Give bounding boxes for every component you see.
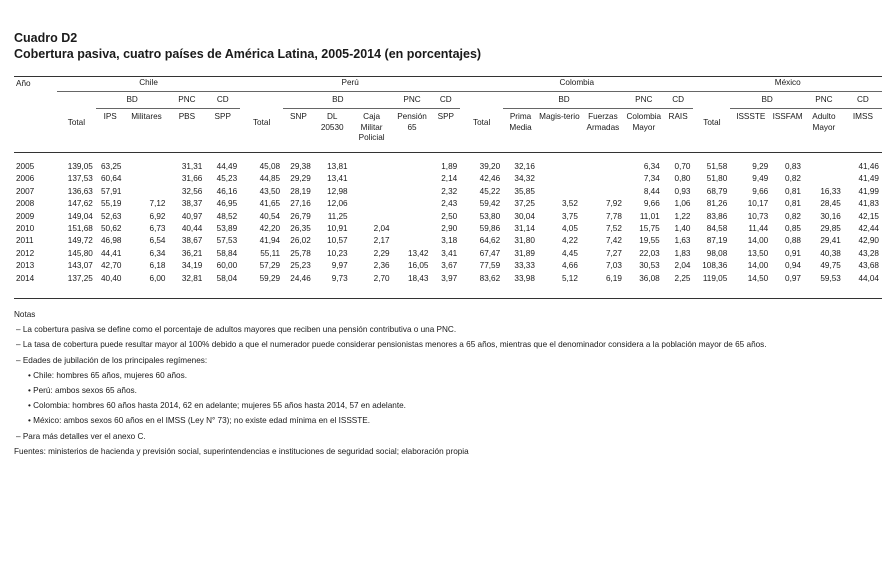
- table-cell: 0,70: [674, 162, 691, 171]
- table-cell: 3,52: [561, 199, 578, 209]
- table-row: [14, 153, 882, 175]
- table-cell: 8,44: [643, 186, 660, 196]
- table-cell: 46,95: [216, 199, 238, 209]
- peru-bd-header: BD: [283, 92, 392, 109]
- mexico-total-header: Total: [703, 118, 721, 128]
- table-cell: 1,63: [674, 236, 691, 246]
- table-cell: 57,29: [259, 261, 281, 271]
- sub-header: Magis-terio: [539, 112, 580, 121]
- table-cell: 59,86: [479, 223, 501, 233]
- mexico-pnc-header: PNC: [804, 92, 844, 109]
- table-cell: 143,07: [67, 261, 93, 271]
- sub-header: ISSFAM: [772, 112, 803, 121]
- table-cell: 44,41: [100, 248, 122, 258]
- table-cell: 98,08: [706, 248, 728, 258]
- chile-cd-header: CD: [205, 92, 240, 109]
- year-cell: 2010: [16, 223, 35, 233]
- sub-header: Pensión 65: [397, 112, 427, 132]
- table-cell: 3,41: [441, 248, 458, 258]
- table-cell: 58,04: [216, 273, 238, 283]
- table-cell: 33,33: [514, 261, 535, 271]
- table-cell: 2,32: [441, 186, 458, 196]
- chile-bd-header: BD: [96, 92, 169, 109]
- table-cell: 2,04: [373, 223, 390, 233]
- table-cell: [804, 174, 844, 186]
- table-row: [14, 261, 882, 273]
- table-cell: 32,81: [181, 273, 203, 283]
- table-cell: 28,19: [290, 186, 311, 196]
- table-cell: 16,05: [407, 261, 429, 271]
- table-cell: 0,88: [785, 236, 801, 246]
- table-cell: 10,91: [327, 223, 348, 233]
- table-cell: 53,89: [216, 223, 238, 233]
- table-cell: 39,20: [479, 162, 501, 171]
- table-cell: 33,98: [514, 273, 535, 283]
- table-cell: 57,91: [100, 186, 122, 196]
- table-cell: 59,53: [820, 273, 841, 283]
- table-cell: 0,82: [785, 174, 801, 184]
- table-cell: 26,79: [290, 211, 311, 221]
- table-cell: [581, 187, 625, 199]
- notes-section: [14, 307, 882, 459]
- table-cell: 53,80: [479, 211, 501, 221]
- table-cell: [581, 174, 625, 186]
- table-cell: 9,66: [752, 186, 769, 196]
- sub-header: SPP: [214, 112, 231, 121]
- colombia-total-header: Total: [473, 118, 491, 128]
- table-cell: 7,52: [605, 223, 622, 233]
- table-cell: [393, 224, 432, 236]
- table-cell: 30,16: [820, 211, 841, 221]
- table-cell: 67,47: [479, 248, 501, 258]
- table-cell: 40,54: [259, 211, 281, 221]
- table-cell: [538, 174, 581, 186]
- table-cell: 0,97: [785, 273, 801, 283]
- table-cell: [581, 153, 625, 175]
- note-bullet: • Perú: ambos sexos 65 años.: [28, 385, 137, 395]
- table-cell: 44,85: [259, 174, 281, 184]
- colombia-bd-header: BD: [503, 92, 625, 109]
- table-cell: [393, 212, 432, 224]
- table-cell: 43,50: [259, 186, 281, 196]
- note-bullet: • Chile: hombres 65 años, mujeres 60 años.: [28, 370, 187, 380]
- table-cell: 137,53: [67, 174, 93, 184]
- table-label: Cuadro D2: [14, 31, 78, 45]
- table-cell: [351, 187, 393, 199]
- table-cell: [393, 199, 432, 211]
- table-cell: 42,15: [858, 211, 879, 221]
- table-row: [14, 187, 882, 199]
- chile-total-header: Total: [67, 118, 86, 128]
- table-cell: 68,79: [706, 186, 728, 196]
- note-item: – La tasa de cobertura puede resultar mayor al 100% debido a que el numerador puede considerar pensionistas menores a 65 años, mientras que el denominador considera a la población mayor de 65 años.: [16, 340, 767, 350]
- table-cell: 35,85: [514, 186, 535, 196]
- table-cell: 11,25: [327, 211, 348, 221]
- table-cell: 10,73: [747, 211, 769, 221]
- table-cell: 42,90: [858, 236, 879, 246]
- note-item: – Edades de jubilación de los principales regímenes:: [16, 355, 208, 365]
- table-cell: [393, 153, 432, 175]
- sub-header: PBS: [178, 112, 196, 121]
- table-cell: 28,45: [820, 199, 841, 209]
- notes-title: Notas: [14, 309, 36, 319]
- country-colombia: Colombia: [460, 77, 693, 92]
- table-cell: 145,80: [67, 248, 93, 258]
- note-item: – La cobertura pasiva se define como el porcentaje de adultos mayores que reciben una pensión contributiva o una PNC.: [16, 325, 457, 335]
- table-cell: 31,31: [181, 162, 203, 171]
- table-cell: 40,40: [100, 273, 122, 283]
- table-cell: 42,70: [100, 261, 122, 271]
- table-cell: 7,12: [149, 199, 166, 209]
- table-cell: 0,85: [785, 223, 801, 233]
- table-cell: 4,22: [561, 236, 578, 246]
- table-cell: 22,03: [639, 248, 660, 258]
- table-cell: 6,34: [149, 248, 166, 258]
- table-cell: 11,01: [639, 211, 660, 221]
- table-cell: [538, 187, 581, 199]
- table-cell: 44,49: [216, 162, 238, 171]
- table-cell: 0,81: [785, 199, 801, 209]
- sources: Fuentes: ministerios de hacienda y previsión social, superintendencias e instituciones de seguridad social; elaboración propia: [14, 446, 469, 456]
- table-cell: 149,72: [67, 236, 93, 246]
- sub-header: Militares: [131, 112, 162, 121]
- table-cell: 55,19: [100, 199, 122, 209]
- table-cell: 38,67: [181, 236, 203, 246]
- table-cell: 45,22: [479, 186, 501, 196]
- table-cell: 10,57: [327, 236, 348, 246]
- table-cell: 60,00: [216, 261, 238, 271]
- table-cell: 4,66: [561, 261, 578, 271]
- colombia-pnc-header: PNC: [625, 92, 663, 109]
- year-cell: 2009: [16, 211, 35, 221]
- year-cell: 2007: [16, 186, 35, 196]
- table-cell: 13,50: [747, 248, 769, 258]
- table-cell: 16,33: [820, 186, 841, 196]
- table-cell: 41,46: [858, 162, 879, 171]
- table-cell: 34,19: [181, 261, 203, 271]
- table-cell: 87,19: [706, 236, 728, 246]
- table-cell: 0,93: [674, 186, 691, 196]
- table-cell: 46,98: [100, 236, 122, 246]
- table-cell: 25,23: [290, 261, 311, 271]
- table-cell: 14,50: [747, 273, 769, 283]
- table-cell: 45,08: [259, 162, 281, 171]
- table-cell: 12,98: [327, 186, 348, 196]
- table-cell: 119,05: [702, 273, 728, 283]
- table-cell: 59,42: [479, 199, 501, 209]
- table-cell: 6,73: [149, 223, 166, 233]
- year-cell: 2013: [16, 261, 35, 271]
- table-cell: 36,21: [181, 248, 203, 258]
- table-cell: 6,18: [149, 261, 166, 271]
- table-title: Cobertura pasiva, cuatro países de América Latina, 2005-2014 (en porcentajes): [14, 47, 482, 61]
- table-cell: 42,20: [259, 223, 281, 233]
- coverage-table: [14, 76, 882, 299]
- table-cell: 6,92: [149, 211, 166, 221]
- table-cell: 46,16: [216, 186, 238, 196]
- table-cell: 0,81: [785, 186, 801, 196]
- table-cell: 55,11: [260, 248, 281, 258]
- table-cell: 108,36: [702, 261, 728, 271]
- table-cell: 149,04: [67, 211, 93, 221]
- table-cell: 3,97: [441, 273, 458, 283]
- table-cell: 43,28: [858, 248, 879, 258]
- table-cell: 32,56: [181, 186, 203, 196]
- table-cell: 25,78: [290, 248, 311, 258]
- year-cell: 2012: [16, 248, 35, 258]
- table-cell: 13,41: [327, 174, 348, 184]
- sub-header: SNP: [290, 112, 307, 121]
- table-cell: 12,06: [327, 199, 348, 209]
- table-cell: 9,73: [331, 273, 348, 283]
- table-cell: 26,02: [290, 236, 311, 246]
- table-row: [14, 236, 882, 248]
- table-cell: 9,97: [331, 261, 348, 271]
- table-cell: 3,67: [441, 261, 458, 271]
- table-cell: [393, 236, 432, 248]
- table-cell: 6,54: [149, 236, 166, 246]
- table-cell: 9,49: [752, 174, 769, 184]
- table-cell: 7,42: [605, 236, 622, 246]
- table-cell: [804, 153, 844, 175]
- table-cell: 41,99: [858, 186, 879, 196]
- table-cell: 49,75: [820, 261, 841, 271]
- table-cell: 29,38: [290, 162, 311, 171]
- table-cell: [351, 174, 393, 186]
- sub-header: RAIS: [668, 112, 688, 121]
- table-cell: 0,82: [785, 211, 801, 221]
- year-cell: 2011: [16, 236, 34, 246]
- year-cell: 2014: [16, 273, 35, 283]
- country-mexico: México: [693, 77, 882, 92]
- table-cell: 77,59: [479, 261, 501, 271]
- table-cell: 1,83: [674, 248, 691, 258]
- table-row: [14, 274, 882, 299]
- table-cell: 1,40: [674, 223, 691, 233]
- table-row: [14, 212, 882, 224]
- table-cell: 1,06: [674, 199, 691, 209]
- mexico-bd-header: BD: [730, 92, 804, 109]
- table-cell: 6,34: [643, 162, 660, 171]
- country-chile: Chile: [57, 77, 240, 92]
- table-cell: 83,62: [479, 273, 501, 283]
- table-cell: 48,52: [216, 211, 238, 221]
- table-cell: 50,62: [100, 223, 122, 233]
- table-cell: 4,45: [561, 248, 578, 258]
- chile-pnc-header: PNC: [168, 92, 205, 109]
- table-cell: 5,12: [561, 273, 578, 283]
- table-cell: 83,86: [706, 211, 728, 221]
- table-cell: 31,80: [514, 236, 535, 246]
- table-cell: 139,05: [67, 162, 93, 171]
- table-cell: 31,89: [514, 248, 535, 258]
- table-cell: 9,29: [752, 162, 769, 171]
- table-cell: 42,46: [479, 174, 501, 184]
- table-cell: 43,68: [858, 261, 879, 271]
- table-cell: 41,49: [858, 174, 879, 184]
- table-body: [14, 153, 882, 299]
- document: [14, 30, 882, 459]
- year-cell: 2008: [16, 199, 35, 209]
- table-cell: 38,37: [181, 199, 203, 209]
- table-cell: 10,17: [747, 199, 769, 209]
- table-cell: 30,04: [514, 211, 535, 221]
- table-cell: 41,94: [259, 236, 281, 246]
- note-bullet: • Colombia: hombres 60 años hasta 2014, 62 en adelante; mujeres 55 años hasta 2014, 57 en adelante.: [28, 401, 406, 411]
- table-row: [14, 174, 882, 186]
- table-cell: 37,25: [514, 199, 535, 209]
- sub-header: Fuerzas Armadas: [586, 112, 620, 132]
- table-cell: [351, 153, 393, 175]
- table-cell: 0,80: [674, 174, 691, 184]
- year-cell: 2006: [16, 174, 35, 184]
- table-cell: 137,25: [67, 273, 93, 283]
- table-cell: [393, 174, 432, 186]
- table-cell: 31,14: [514, 223, 535, 233]
- table-cell: 2,43: [441, 199, 458, 209]
- table-cell: 6,19: [605, 273, 622, 283]
- table-cell: 151,68: [67, 223, 93, 233]
- table-cell: 11,44: [748, 223, 769, 233]
- table-cell: 57,53: [216, 236, 238, 246]
- table-cell: 7,92: [605, 199, 622, 209]
- table-cell: 60,64: [100, 174, 122, 184]
- table-cell: 2,14: [441, 174, 458, 184]
- table-cell: [393, 187, 432, 199]
- sub-header: SPP: [437, 112, 454, 121]
- sub-header: Colombia Mayor: [626, 112, 662, 132]
- table-cell: 84,58: [706, 223, 728, 233]
- table-cell: 136,63: [67, 186, 93, 196]
- table-cell: 7,03: [605, 261, 622, 271]
- table-cell: [124, 174, 168, 186]
- table-cell: 32,16: [514, 162, 535, 171]
- table-cell: 51,58: [706, 162, 728, 171]
- table-cell: [124, 187, 168, 199]
- table-cell: 14,00: [747, 236, 769, 246]
- peru-pnc-header: PNC: [393, 92, 432, 109]
- table-cell: [351, 212, 393, 224]
- sub-header: IMSS: [852, 112, 873, 121]
- peru-total-header: Total: [252, 118, 271, 128]
- table-cell: 51,80: [706, 174, 728, 184]
- table-cell: 6,00: [149, 273, 166, 283]
- sub-header: IPS: [103, 112, 117, 121]
- peru-cd-header: CD: [431, 92, 460, 109]
- table-cell: 3,18: [441, 236, 458, 246]
- table-cell: 63,25: [100, 162, 122, 171]
- table-cell: 13,42: [407, 248, 429, 258]
- table-cell: [538, 153, 581, 175]
- colombia-cd-header: CD: [663, 92, 694, 109]
- table-cell: 0,91: [785, 248, 801, 258]
- table-cell: 19,55: [639, 236, 660, 246]
- year-cell: 2005: [16, 162, 35, 171]
- table-cell: 2,70: [373, 273, 390, 283]
- table-cell: 44,04: [858, 273, 879, 283]
- table-cell: 30,53: [639, 261, 660, 271]
- note-bullet: • México: ambos sexos 60 años en el IMSS (Ley N° 73); no existe edad mínima en el ISSSTE.: [28, 416, 370, 426]
- table-cell: 41,65: [259, 199, 281, 209]
- year-header: Año: [16, 79, 31, 88]
- table-row: [14, 199, 882, 211]
- note-item: – Para más detalles ver el anexo C.: [16, 431, 146, 441]
- table-row: [14, 224, 882, 236]
- table-cell: 42,44: [858, 223, 879, 233]
- table-cell: 34,32: [514, 174, 535, 184]
- table-cell: 13,81: [327, 162, 348, 171]
- table-cell: 7,78: [605, 211, 622, 221]
- table-cell: 26,35: [290, 223, 311, 233]
- table-cell: 2,36: [373, 261, 390, 271]
- table-cell: 29,29: [290, 174, 311, 184]
- table-cell: 58,84: [216, 248, 238, 258]
- sub-header: Adulto Mayor: [812, 112, 836, 132]
- sub-header: Caja Militar Policial: [358, 112, 385, 142]
- table-cell: 1,89: [441, 162, 458, 171]
- table-cell: [351, 199, 393, 211]
- table-cell: 1,22: [674, 211, 691, 221]
- table-row: [14, 249, 882, 261]
- table-cell: 2,90: [441, 223, 458, 233]
- sub-header: ISSSTE: [736, 112, 766, 121]
- table-cell: 10,23: [327, 248, 348, 258]
- table-cell: 40,97: [181, 211, 203, 221]
- table-cell: [124, 153, 168, 175]
- table-cell: 15,75: [639, 223, 660, 233]
- table-cell: 2,29: [373, 248, 390, 258]
- table-cell: 2,04: [674, 261, 691, 271]
- table-cell: 27,16: [290, 199, 311, 209]
- table-cell: 7,27: [605, 248, 622, 258]
- table-cell: 31,66: [181, 174, 203, 184]
- table-cell: 24,46: [290, 273, 311, 283]
- table-cell: 29,85: [820, 223, 841, 233]
- table-cell: 52,63: [100, 211, 122, 221]
- sub-header: Prima Media: [509, 112, 532, 132]
- table-cell: 2,17: [373, 236, 390, 246]
- table-cell: 9,66: [643, 199, 660, 209]
- table-cell: 36,08: [639, 273, 660, 283]
- table-cell: 14,00: [747, 261, 769, 271]
- table-cell: 2,50: [441, 211, 458, 221]
- table-cell: 4,05: [561, 223, 578, 233]
- sub-header: DL 20530: [320, 112, 344, 132]
- table-cell: 18,43: [407, 273, 429, 283]
- table-cell: 59,29: [259, 273, 281, 283]
- table-cell: 40,44: [181, 223, 203, 233]
- table-cell: 7,34: [643, 174, 660, 184]
- table-cell: 64,62: [479, 236, 501, 246]
- table-cell: 0,94: [785, 261, 801, 271]
- country-peru: Perú: [240, 77, 460, 92]
- table-cell: 29,41: [820, 236, 841, 246]
- table-cell: 2,25: [674, 273, 691, 283]
- table-cell: 45,23: [216, 174, 238, 184]
- table-cell: 40,38: [820, 248, 841, 258]
- table-cell: 147,62: [67, 199, 93, 209]
- table-cell: 3,75: [561, 211, 578, 221]
- table-cell: 0,83: [785, 162, 801, 171]
- table-cell: 81,26: [706, 199, 728, 209]
- table-cell: 41,83: [858, 199, 879, 209]
- mexico-cd-header: CD: [844, 92, 882, 109]
